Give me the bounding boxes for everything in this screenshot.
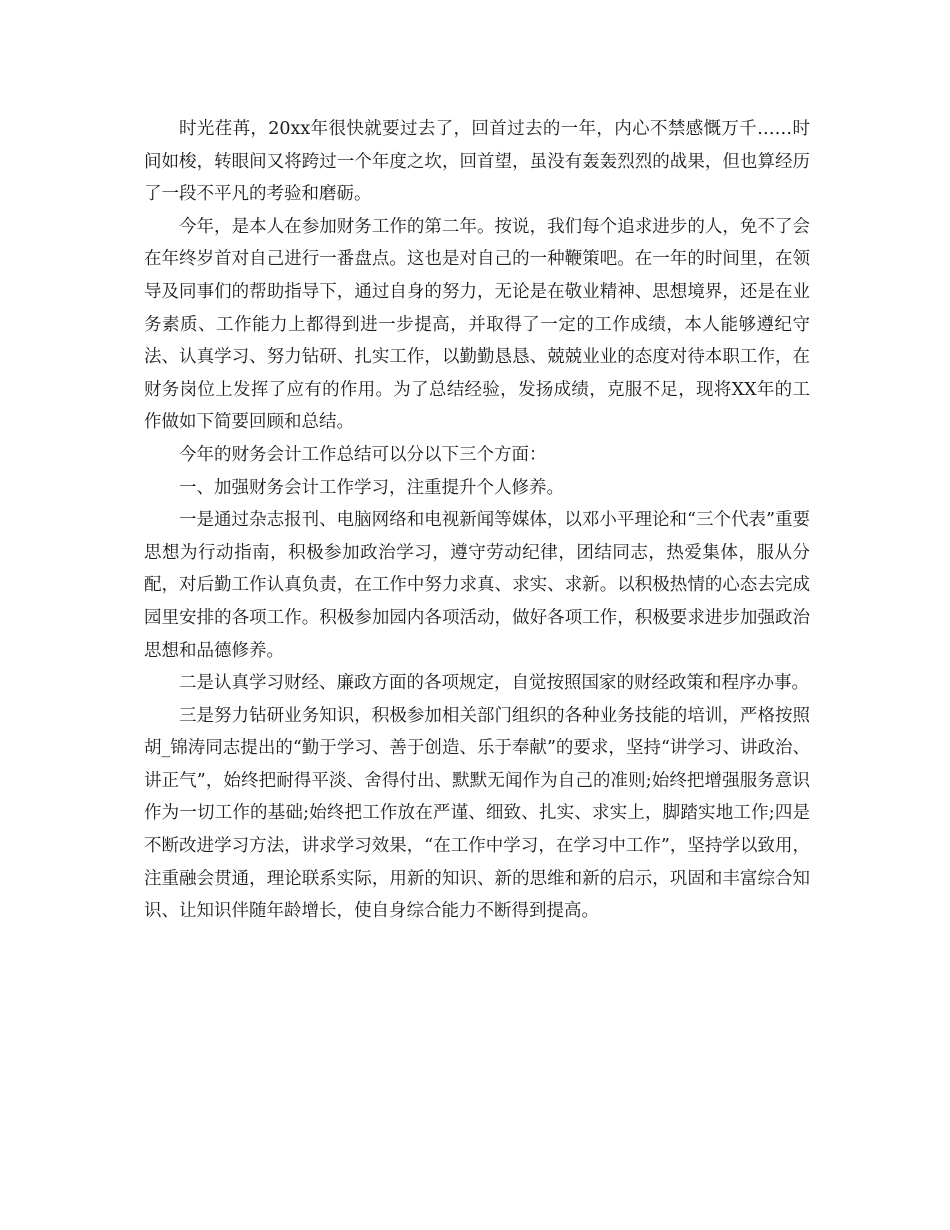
paragraph-overview: 今年，是本人在参加财务工作的第二年。按说，我们每个追求进步的人，免不了会在年终岁首对自己进行一番盘点。这也是对自己的一种鞭策吧。在一年的时间里，在领导及同事们的帮助指导下，通过自身的努力，无论是在敬业精神、思想境界，还是在业务素质、工作能力上都得到进一步提高，并取得了一定的工作成绩，本人能够遵纪守法、认真学习、努力钻研、扎实工作，以勤勤恳恳、兢兢业业的态度对待本职工作，在财务岗位上发挥了应有的作用。为了总结经验，发扬成绩，克服不足，现将XX年的工作做如下简要回顾和总结。 — [144, 216, 810, 433]
paragraph-point-1: 一是通过杂志报刊、电脑网络和电视新闻等媒体，以邓小平理论和“三个代表”重要思想为行动指南，积极参加政治学习，遵守劳动纪律，团结同志，热爱集体，服从分配，对后勤工作认真负责，在工作中努力求真、求实、求新。以积极热情的心态去完成园里安排的各项工作。积极参加园内各项活动，做好各项工作，积极要求进步加强政治思想和品德修养。 — [144, 510, 810, 661]
paragraph-point-2: 二是认真学习财经、廉政方面的各项规定，自觉按照国家的财经政策和程序办事。 — [179, 673, 809, 694]
paragraph-summary-aspects: 今年的财务会计工作总结可以分以下三个方面： — [179, 444, 547, 465]
paragraph-point-3: 三是努力钻研业务知识，积极参加相关部门组织的各种业务技能的培训，严格按照胡_锦涛同志提出的“勤于学习、善于创造、乐于奉献”的要求，坚持“讲学习、讲政治、讲正气”，始终把耐得平淡、舍得付出、默默无闻作为自己的准则;始终把增强服务意识作为一切工作的基础;始终把工作放在严谨、细致、扎实、求实上，脚踏实地工作;四是不断改进学习方法，讲求学习效果，“在工作中学习，在学习中工作”，坚持学以致用，注重融会贯通，理论联系实际，用新的知识、新的思维和新的启示，巩固和丰富综合知识、让知识伴随年龄增长，使自身综合能力不断得到提高。 — [144, 705, 810, 922]
document-body — [144, 113, 810, 928]
paragraph-intro: 时光荏苒，20xx年很快就要过去了，回首过去的一年，内心不禁感慨万千……时间如梭，转眼间又将跨过一个年度之坎，回首望，虽没有轰轰烈烈的战果，但也算经历了一段不平凡的考验和磨砺。 — [144, 119, 810, 205]
section-heading-1: 一、加强财务会计工作学习，注重提升个人修养。 — [179, 477, 564, 498]
